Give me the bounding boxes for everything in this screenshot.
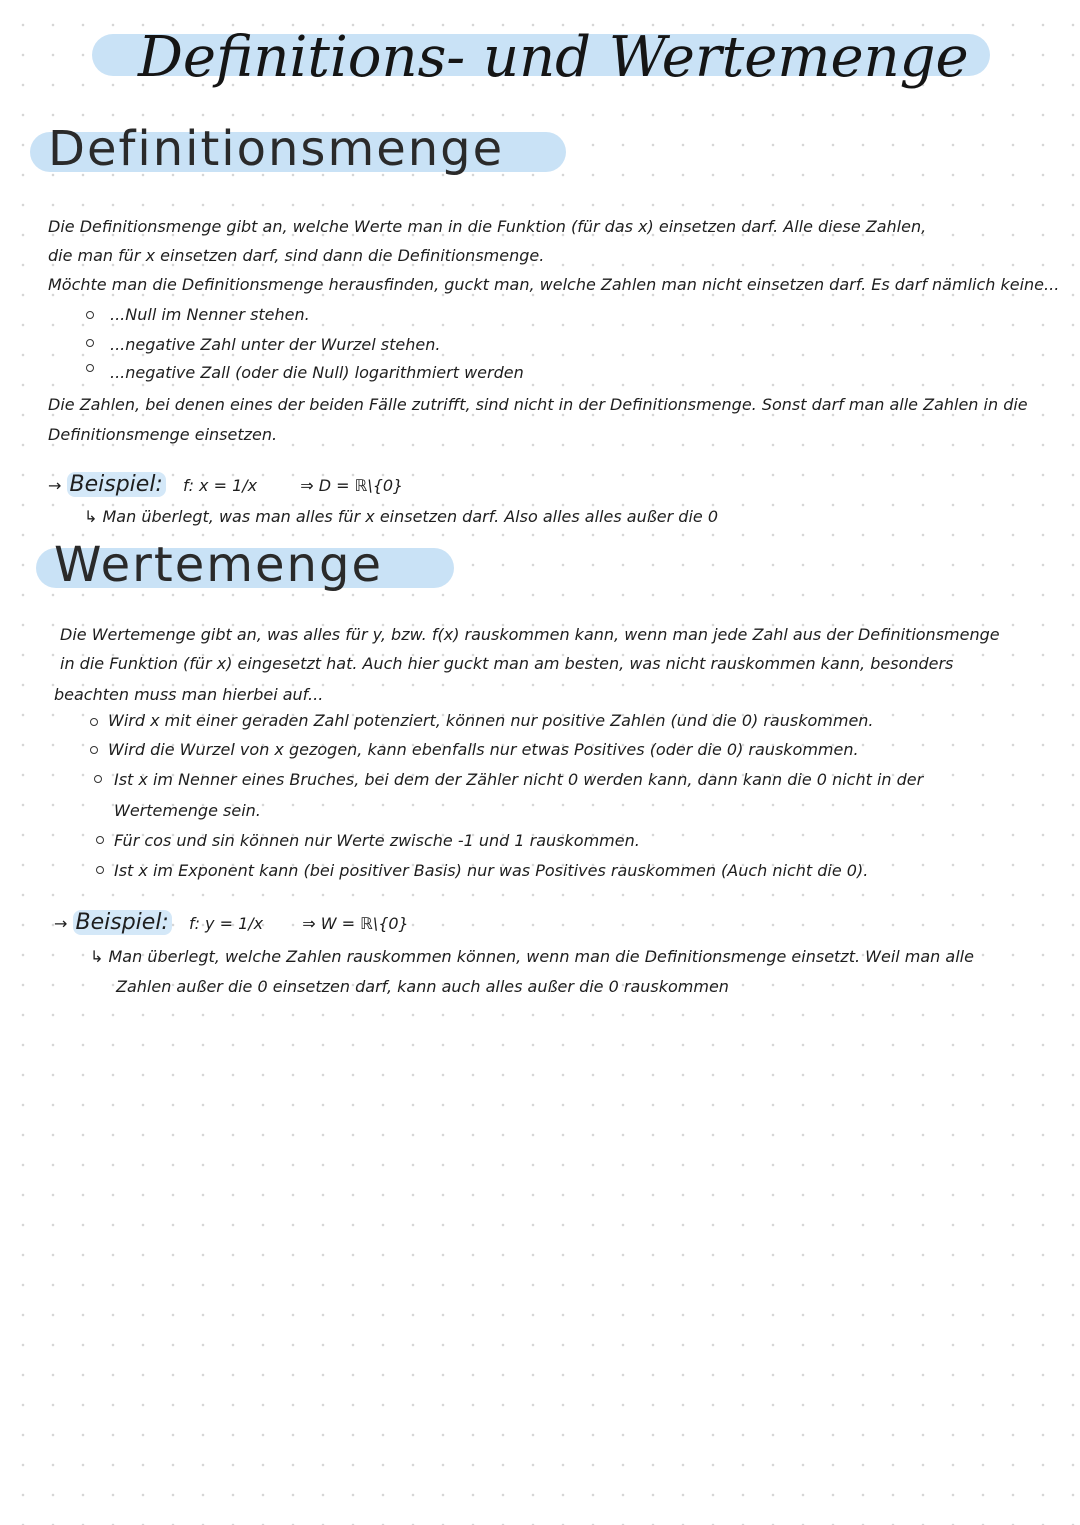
werte-heading: Wertemenge [54,537,383,593]
definition-heading: Definitionsmenge [48,121,505,177]
werte-bullet: Wird x mit einer geraden Zahl potenziert, können nur positive Zahlen (und die 0) rauskommen. [108,711,874,730]
bullet-marker [96,836,104,844]
example-formula: f: y = 1/x [188,914,264,933]
bullet-marker [86,311,94,319]
werte-paragraph-line: Die Wertemenge gibt an, was alles für y, bzw. f(x) rauskommen kann, wenn man jede Zahl aus der Definitionsmenge [60,625,1000,644]
definition-paragraph-line: die man für x einsetzen darf, sind dann die Definitionsmenge. [48,246,545,265]
werte-example-note: ↳ Man überlegt, welche Zahlen rauskommen können, wenn man die Definitionsmenge einsetzt. Weil man alle [90,947,974,966]
definition-heading-block [30,121,570,177]
bullet-marker [94,775,102,783]
definition-example-note: ↳ Man überlegt, was man alles für x einsetzen darf. Also alles alles außer die 0 [84,507,718,526]
bullet-marker [86,364,94,372]
example-arrow-icon: → [54,914,68,933]
definition-conclusion-line: Definitionsmenge einsetzen. [48,425,278,444]
definition-paragraph-line: Die Definitionsmenge gibt an, welche Werte man in die Funktion (für das x) einsetzen darf. Alle diese Zahlen, [48,217,927,236]
bullet-marker [96,866,104,874]
definition-paragraph-line: Möchte man die Definitionsmenge herausfinden, guckt man, welche Zahlen man nicht einsetzen darf. Es darf nämlich keine... [48,275,1060,294]
bullet-marker [90,718,98,726]
example-arrow-icon: → [48,476,62,495]
werte-heading-block [36,537,456,593]
bullet-marker [90,746,98,754]
example-result: ⇒ W = ℝ\{0} [302,914,409,933]
example-label: Beispiel: [67,472,166,497]
werte-example-note: Zahlen außer die 0 einsetzen darf, kann auch alles außer die 0 rauskommen [116,977,729,996]
definition-bullet: ...Null im Nenner stehen. [110,305,310,324]
example-label: Beispiel: [73,910,172,935]
definition-example [48,474,403,497]
werte-paragraph-line: beachten muss man hierbei auf... [54,685,324,704]
definition-bullet: ...negative Zall (oder die Null) logarithmiert werden [110,363,524,382]
bullet-marker [86,339,94,347]
page-title: Definitions- und Wertemenge [138,25,969,90]
werte-bullet: Für cos und sin können nur Werte zwische -1 und 1 rauskommen. [114,831,640,850]
werte-bullet: Ist x im Nenner eines Bruches, bei dem der Zähler nicht 0 werden kann, dann kann die 0 nicht in der [114,770,924,789]
title-banner [92,22,992,102]
definition-bullet: ...negative Zahl unter der Wurzel stehen. [110,335,441,354]
werte-example [54,912,409,935]
werte-bullet: Ist x im Exponent kann (bei positiver Basis) nur was Positives rauskommen (Auch nicht die 0). [114,861,869,880]
example-formula: f: x = 1/x [182,476,258,495]
werte-paragraph-line: in die Funktion (für x) eingesetzt hat. Auch hier guckt man am besten, was nicht rauskommen kann, besonders [60,654,954,673]
example-result: ⇒ D = ℝ\{0} [300,476,404,495]
werte-bullet: Wird die Wurzel von x gezogen, kann ebenfalls nur etwas Positives (oder die 0) rauskommen. [108,740,859,759]
definition-conclusion-line: Die Zahlen, bei denen eines der beiden Fälle zutrifft, sind nicht in der Definitionsmenge. Sonst darf man alle Zahlen in die [48,395,1028,414]
werte-bullet-continued: Wertemenge sein. [114,801,261,820]
